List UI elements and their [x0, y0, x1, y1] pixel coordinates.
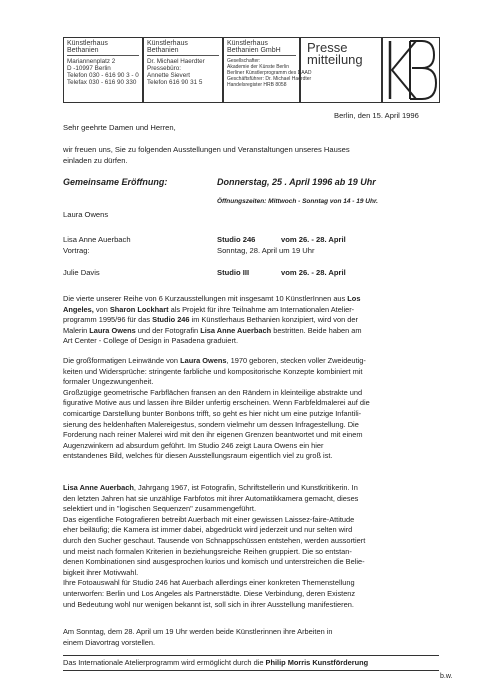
letterhead-rule [67, 55, 139, 56]
text-line [63, 336, 441, 347]
text-run: entstandenes Bild, welches für diesen Ausstellungsraum eigentlich viel zu groß ist. [63, 451, 333, 461]
text-run: Die vierte unserer Reihe von 6 Kurzausstellungen mit insgesamt 10 KünstlerInnen aus [63, 294, 348, 303]
bold-text-run: Lisa Anne Auerbach [200, 325, 272, 335]
text-line [63, 409, 441, 420]
intro-line: einladen zu dürfen. [63, 156, 128, 165]
phone-line: Telefon 030 - 616 90 3 - 0 [67, 72, 139, 79]
text-line [63, 420, 441, 431]
paragraph-laura-owens [63, 356, 441, 462]
text-run: figurative Motive aus und lassen ihre Bilder unfertig erscheinen. Wenn Farbfeldmalerei auf die [63, 398, 370, 408]
letterhead-company [223, 37, 312, 103]
letterhead-rule [227, 55, 296, 56]
text-line [63, 547, 441, 558]
lecture-date: Sonntag, 28. April um 19 Uhr [217, 246, 315, 255]
text-line [63, 536, 441, 547]
address-line: D -10997 Berlin [67, 65, 111, 72]
studio-name: Studio 246 [217, 235, 256, 244]
opening-date: Donnerstag, 25 . April 1996 ab 19 Uhr [217, 177, 376, 187]
text-line [63, 305, 441, 316]
kb-logo-icon [382, 37, 440, 103]
text-line [63, 398, 441, 409]
exhibition-dates: vom 26. - 28. April [281, 268, 346, 277]
text-run: den letzten Jahren hat sie unzählige Farbfotos mit ihrer Automatikkamera gemacht, dieses [63, 493, 359, 503]
artist-name: Lisa Anne Auerbach [63, 235, 131, 244]
text-run: programm 1995/96 für das [63, 315, 153, 325]
footer-text: Das Internationale Atelierprogramm wird ermöglicht durch die [63, 658, 266, 667]
opening-label: Gemeinsame Eröffnung: [63, 177, 168, 187]
text-line [63, 504, 441, 515]
footer-rule [63, 655, 439, 656]
exhibition-dates: vom 26. - 28. April [281, 235, 346, 244]
company-line: Gesellschafter: [227, 58, 261, 64]
letterhead-press-office [143, 37, 223, 103]
press-release-label [300, 37, 382, 103]
bold-text-run: Lisa Anne Auerbach [63, 483, 134, 492]
text-run: Augenzwinkern ad absurdum geführt. Im Studio 246 zeigt Laura Owens ein hier [63, 440, 324, 450]
footer-sponsor-note [63, 658, 368, 668]
text-line [63, 557, 441, 568]
text-line [63, 600, 441, 611]
text-run: Ihre Fotoauswahl für Studio 246 hat Auerbach allerdings einer konkreten Themenstellung [63, 578, 355, 588]
text-run: Art Center - College of Design in Pasadena graduiert. [63, 336, 239, 346]
paragraph-lisa-auerbach [63, 483, 441, 610]
bold-text-run: Angeles, [63, 304, 94, 314]
fax-line: Telefax 030 - 616 90 330 [67, 79, 137, 86]
bold-text-run: Studio 246 [152, 315, 190, 325]
text-line [63, 430, 441, 441]
date-line: Berlin, den 15. April 1996 [334, 111, 419, 120]
letterhead-org-name: Künstlerhaus Bethanien [147, 40, 188, 54]
text-line [63, 589, 441, 600]
bold-text-run: Sharon Lockhart [109, 304, 169, 314]
text-line [63, 451, 441, 462]
text-line [63, 356, 441, 367]
artist-name: Julie Davis [63, 268, 100, 277]
bold-text-run: Laura Owens [180, 356, 227, 365]
text-run: , Jahrgang 1967, ist Fotografin, Schriftstellerin und Kunstkritikerin. In [133, 483, 358, 492]
text-run: Forderung nach reiner Malerei wird mit den ihr eigenen Grenzen beantwortet und mit einem [63, 430, 363, 440]
text-run: keiten und Widersprüche: stringente farbliche und kompositorische Konzepte kombiniert mit [63, 366, 363, 376]
text-run: bigkeit ihrer Motivwahl. [63, 567, 139, 577]
company-line: Berliner Künstlerprogramm des DAAD [227, 70, 312, 76]
text-line [63, 483, 441, 494]
text-run: comicartige Darstellung bunter Bonbons trifft, so geht es hier nicht um eine putzige Infantili- [63, 408, 362, 418]
company-line: Akademie der Künste Berlin [227, 64, 289, 70]
text-run: Die großformatigen Leinwände von [63, 356, 181, 365]
press-label-line1: Presse [307, 40, 348, 55]
text-line [63, 525, 441, 536]
text-run: Großzügige geometrische Farbflächen fransen an den Rändern in kleinteilige abstrakte und [63, 387, 363, 397]
text-run: formaler Ungezwungenheit. [63, 377, 154, 387]
letterhead-org-name: Künstlerhaus Bethanien GmbH [227, 40, 281, 54]
press-label-line2: mitteilung [307, 52, 363, 67]
salutation: Sehr geehrte Damen und Herren, [63, 123, 176, 132]
text-run: und der Fotografin [135, 325, 201, 335]
bold-text-run: Los [347, 294, 361, 303]
contact-line: Dr. Michael Haerdter [147, 58, 205, 65]
text-run: als Projekt für ihre Teilnahme am Internationalen Atelier- [168, 304, 355, 314]
text-line [63, 494, 441, 505]
text-run: und Bedeutung wohl nur wenigen bekannt ist, soll sich in ihrer Ausstellung manifestieren. [63, 599, 354, 609]
letterhead-org-name: Künstlerhaus Bethanien [67, 40, 108, 54]
text-line [63, 638, 441, 649]
company-line: Handelsregister HRB 8058 [227, 82, 287, 88]
paragraph-slide-lecture [63, 627, 441, 648]
text-line [63, 388, 441, 399]
text-line [63, 627, 441, 638]
text-run: selektiert und in "logischen Sequenzen" zusammengeführt. [63, 504, 257, 514]
text-line [63, 294, 441, 305]
text-run: eher beiläufig; die Kamera ist immer dabei, abgedrückt wird jederzeit und nur selten wird [63, 525, 353, 535]
address-line: Mariannenplatz 2 [67, 58, 116, 65]
contact-line: Annette Sievert [147, 72, 191, 79]
text-run: im Künstlerhaus Bethanien konzipiert, wird von der [189, 315, 358, 325]
text-line [63, 367, 441, 378]
company-line: Geschäftsführer: Dr. Michael Haerdter [227, 76, 312, 82]
sponsor-name: Philip Morris Kunstförderung [265, 658, 369, 667]
text-line [63, 568, 441, 579]
text-run: denen Kombinationen sind ausgesprochen kurios und komisch und unterstreichen die Belie- [63, 557, 365, 567]
text-line [63, 515, 441, 526]
footer-rule [63, 670, 439, 671]
letterhead-address [63, 37, 143, 103]
text-run: einem Diavortrag vorstellen. [63, 637, 156, 647]
letterhead-rule [147, 55, 219, 56]
text-line [63, 326, 441, 337]
text-run: Malerin [63, 325, 90, 335]
studio-name: Studio III [217, 268, 250, 277]
text-run: und meist nach formalen Kriterien in beziehungsreiche Reihen gruppiert. Die so entstan- [63, 546, 352, 556]
text-run: , 1970 geboren, stecken voller Zweideutig- [226, 356, 366, 365]
text-line [63, 441, 441, 452]
text-line [63, 377, 441, 388]
bold-text-run: Laura Owens [89, 325, 136, 335]
lecture-label: Vortrag: [63, 246, 90, 255]
opening-hours: Öffnungszeiten: Mittwoch - Sonntag von 14 - 19 Uhr. [217, 198, 378, 205]
contact-line: Telefon 616 90 31 5 [147, 79, 203, 86]
initials: b.w. [440, 673, 453, 680]
text-run: sierung des heldenhaften Malereigestus, sondern vielmehr um dessen Infragestellung. Die [63, 419, 359, 429]
text-run: durch den Sucher geschaut. Tausende von Schnappschüssen entstehen, werden aussortiert [63, 535, 366, 545]
text-run: bestritten. Beide haben am [271, 325, 362, 335]
text-line [63, 578, 441, 589]
artist-name: Laura Owens [63, 210, 109, 219]
paragraph-intro-exhibition [63, 294, 441, 347]
text-run: unterworfen: Berlin und Los Angeles als Partnerstädte. Diese Verbindung, deren Existenz [63, 588, 356, 598]
intro-line: wir freuen uns, Sie zu folgenden Ausstellungen und Veranstaltungen unseres Hauses [63, 145, 350, 154]
text-run: Am Sonntag, dem 28. April um 19 Uhr werden beide Künstlerinnen ihre Arbeiten in [63, 627, 333, 636]
text-run: von [93, 304, 110, 314]
text-run: Das eigentliche Fotografieren betreibt Auerbach mit einer gewissen Laissez-faire-Attitude [63, 514, 355, 524]
text-line [63, 315, 441, 326]
contact-line: Pressebüro: [147, 65, 181, 72]
